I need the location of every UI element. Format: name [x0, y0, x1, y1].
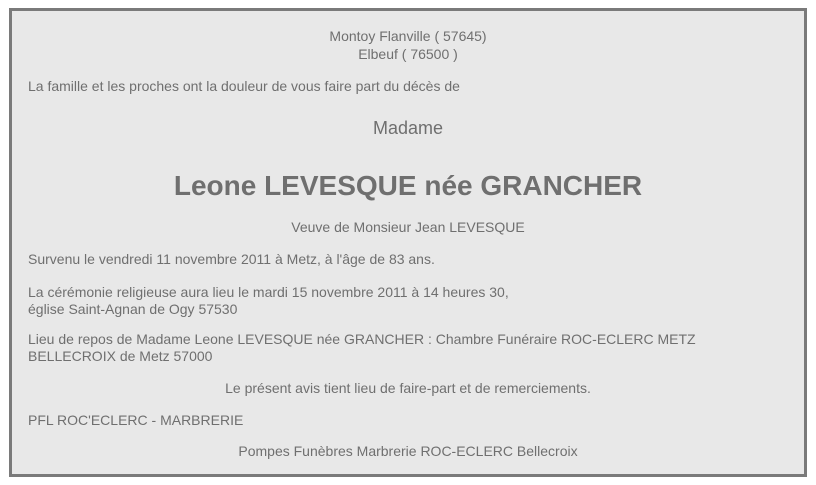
ceremony-line-1: La cérémonie religieuse aura lieu le mardi 15 novembre 2011 à 14 heures 30, [28, 284, 509, 300]
ceremony-line-2: église Saint-Agnan de Ogy 57530 [28, 301, 238, 317]
company-name: PFL ROC'ECLERC - MARBRERIE [28, 412, 244, 428]
location-line-1: Montoy Flanville ( 57645) [329, 28, 487, 44]
rest-line-1: Lieu de repos de Madame Leone LEVESQUE née GRANCHER : Chambre Funéraire ROC-ECLERC METZ [28, 331, 696, 347]
widow-text: Veuve de Monsieur Jean LEVESQUE [291, 219, 525, 235]
notice-text: Le présent avis tient lieu de faire-part et de remerciements. [225, 380, 591, 396]
footer-text: Pompes Funèbres Marbrerie ROC-ECLERC Bellecroix [238, 443, 578, 459]
death-text: Survenu le vendredi 11 novembre 2011 à Metz, à l'âge de 83 ans. [28, 251, 435, 267]
deceased-name: Leone LEVESQUE née GRANCHER [173, 170, 643, 201]
obituary-card [9, 8, 807, 477]
honorific-title: Madame [372, 118, 444, 138]
rest-line-2: BELLECROIX de Metz 57000 [28, 348, 213, 364]
intro-text: La famille et les proches ont la douleur de vous faire part du décès de [28, 78, 460, 94]
location-line-2: Elbeuf ( 76500 ) [358, 46, 458, 62]
